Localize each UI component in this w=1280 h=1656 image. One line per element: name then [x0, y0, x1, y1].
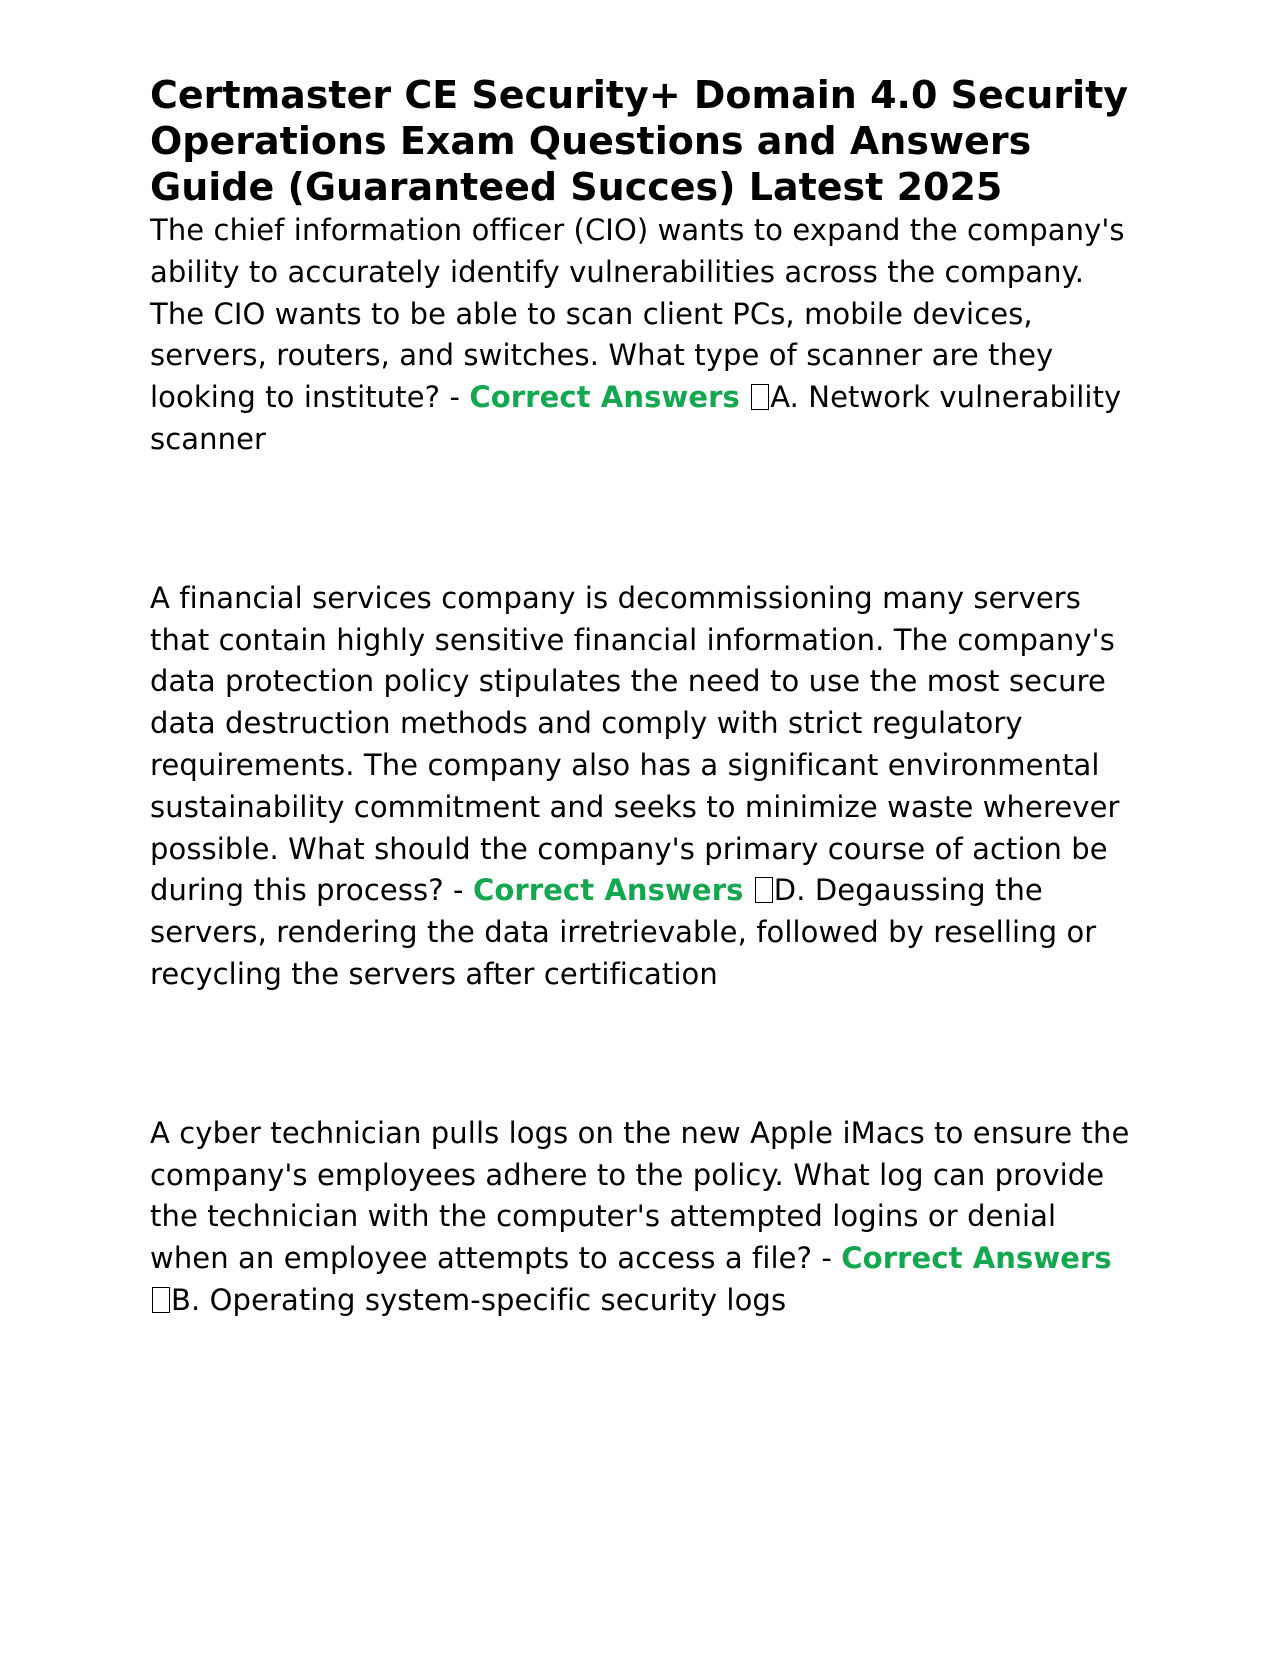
question-text: A cyber technician pulls logs on the new Apple iMacs to ensure the company's employees adhere to the policy. What log can provide the technician with the computer's attempted logins or denial when an employee attempts to access a file? -	[150, 1115, 1130, 1276]
missing-glyph-icon	[751, 384, 769, 410]
correct-answers-label: Correct Answers	[841, 1241, 1112, 1276]
qa-item	[150, 1113, 1130, 1322]
correct-answers-label: Correct Answers	[472, 873, 744, 908]
document-content	[150, 72, 1130, 1322]
question-text: The chief information officer (CIO) wants to expand the company's ability to accurately identify vulnerabilities across the company. The CIO wants to be able to scan client PCs, mobile devices, servers, routers, and switches. What type of scanner are they looking to institute? -	[150, 213, 1125, 415]
correct-answers-label: Correct Answers	[469, 380, 740, 415]
answer-text: D. Degaussing the servers, rendering the data irretrievable, followed by reselling or recycling the servers after certification	[150, 873, 1097, 991]
qa-item	[150, 578, 1130, 996]
question-text: A financial services company is decommissioning many servers that contain highly sensitive financial information. The company's data protection policy stipulates the need to use the most secure data destruction methods and comply with strict regulatory requirements. The company also has a significant environmental sustainability commitment and seeks to minimize waste wherever possible. What should the company's primary course of action be during this process? -	[150, 580, 1120, 908]
answer-text: B. Operating system-specific security logs	[171, 1282, 787, 1317]
missing-glyph-icon	[755, 877, 773, 903]
missing-glyph-icon	[152, 1287, 170, 1313]
answer-text: A. Network vulnerability scanner	[150, 380, 1122, 456]
document-title: Certmaster CE Security+ Domain 4.0 Security Operations Exam Questions and Answers Guide (Guaranteed Succes) Latest 2025	[150, 73, 1129, 209]
qa-item	[150, 210, 1130, 461]
